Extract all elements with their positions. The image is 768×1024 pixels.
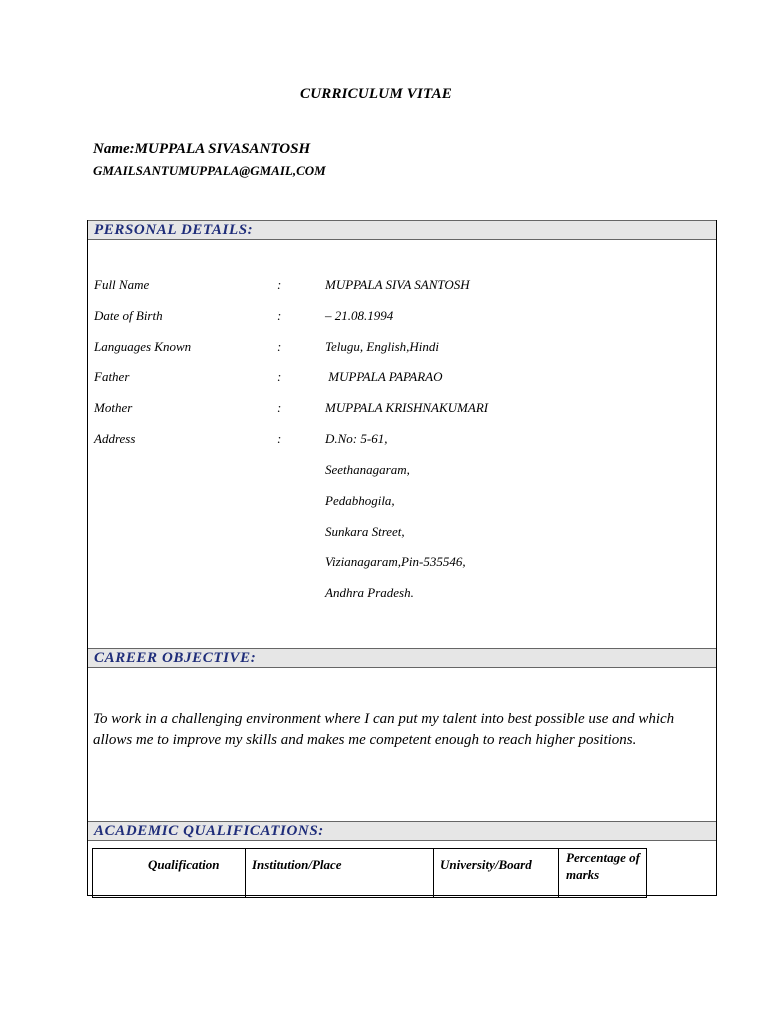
qualifications-table xyxy=(92,848,647,898)
header-text: Qualification xyxy=(148,857,220,872)
section-title-personal: PERSONAL DETAILS: xyxy=(94,222,254,238)
detail-label: Address xyxy=(94,431,136,446)
address-line: Pedabhogila, xyxy=(325,493,395,508)
section-title-objective: CAREER OBJECTIVE: xyxy=(94,650,257,666)
detail-label: Mother xyxy=(94,400,133,415)
section-header-academic xyxy=(88,821,716,841)
candidate-name: Name:MUPPALA SIVASANTOSH xyxy=(93,141,311,157)
detail-colon: : xyxy=(277,431,282,446)
detail-colon: : xyxy=(277,369,282,384)
header-text: Percentage of marks xyxy=(566,850,641,882)
detail-value: D.No: 5-61, xyxy=(325,431,388,446)
objective-paragraph: To work in a challenging environment where I can put my talent into best possible use and which allows me to improve my skills and makes me competent enough to reach higher positions. xyxy=(93,711,675,748)
section-header-objective xyxy=(88,648,716,668)
detail-value: – 21.08.1994 xyxy=(325,308,394,323)
detail-label: Father xyxy=(94,369,130,384)
detail-label: Date of Birth xyxy=(94,308,163,323)
detail-colon: : xyxy=(277,277,282,292)
section-header-personal xyxy=(88,220,716,240)
detail-label: Languages Known xyxy=(94,339,192,354)
header-text: University/Board xyxy=(440,857,532,872)
column-header-institution xyxy=(246,849,434,898)
table-header-row xyxy=(93,849,647,898)
detail-value: MUPPALA KRISHNAKUMARI xyxy=(325,400,489,415)
detail-colon: : xyxy=(277,400,282,415)
detail-value: MUPPALA SIVA SANTOSH xyxy=(325,277,470,292)
header-text: Institution/Place xyxy=(252,857,342,872)
column-header-qualification xyxy=(93,849,246,898)
column-header-percentage xyxy=(559,849,647,898)
column-header-university xyxy=(434,849,559,898)
address-line: Seethanagaram, xyxy=(325,462,410,477)
detail-value: MUPPALA PAPARAO xyxy=(325,369,443,384)
address-line: Andhra Pradesh. xyxy=(325,585,414,600)
document-title: CURRICULUM VITAE xyxy=(300,86,452,102)
detail-colon: : xyxy=(277,308,282,323)
detail-value: Telugu, English,Hindi xyxy=(325,339,440,354)
detail-colon: : xyxy=(277,339,282,354)
address-line: Sunkara Street, xyxy=(325,524,405,539)
detail-label: Full Name xyxy=(94,277,150,292)
address-line: Vizianagaram,Pin-535546, xyxy=(325,554,466,569)
candidate-email: GMAILSANTUMUPPALA@GMAIL,COM xyxy=(93,163,326,178)
section-title-academic: ACADEMIC QUALIFICATIONS: xyxy=(94,823,324,839)
